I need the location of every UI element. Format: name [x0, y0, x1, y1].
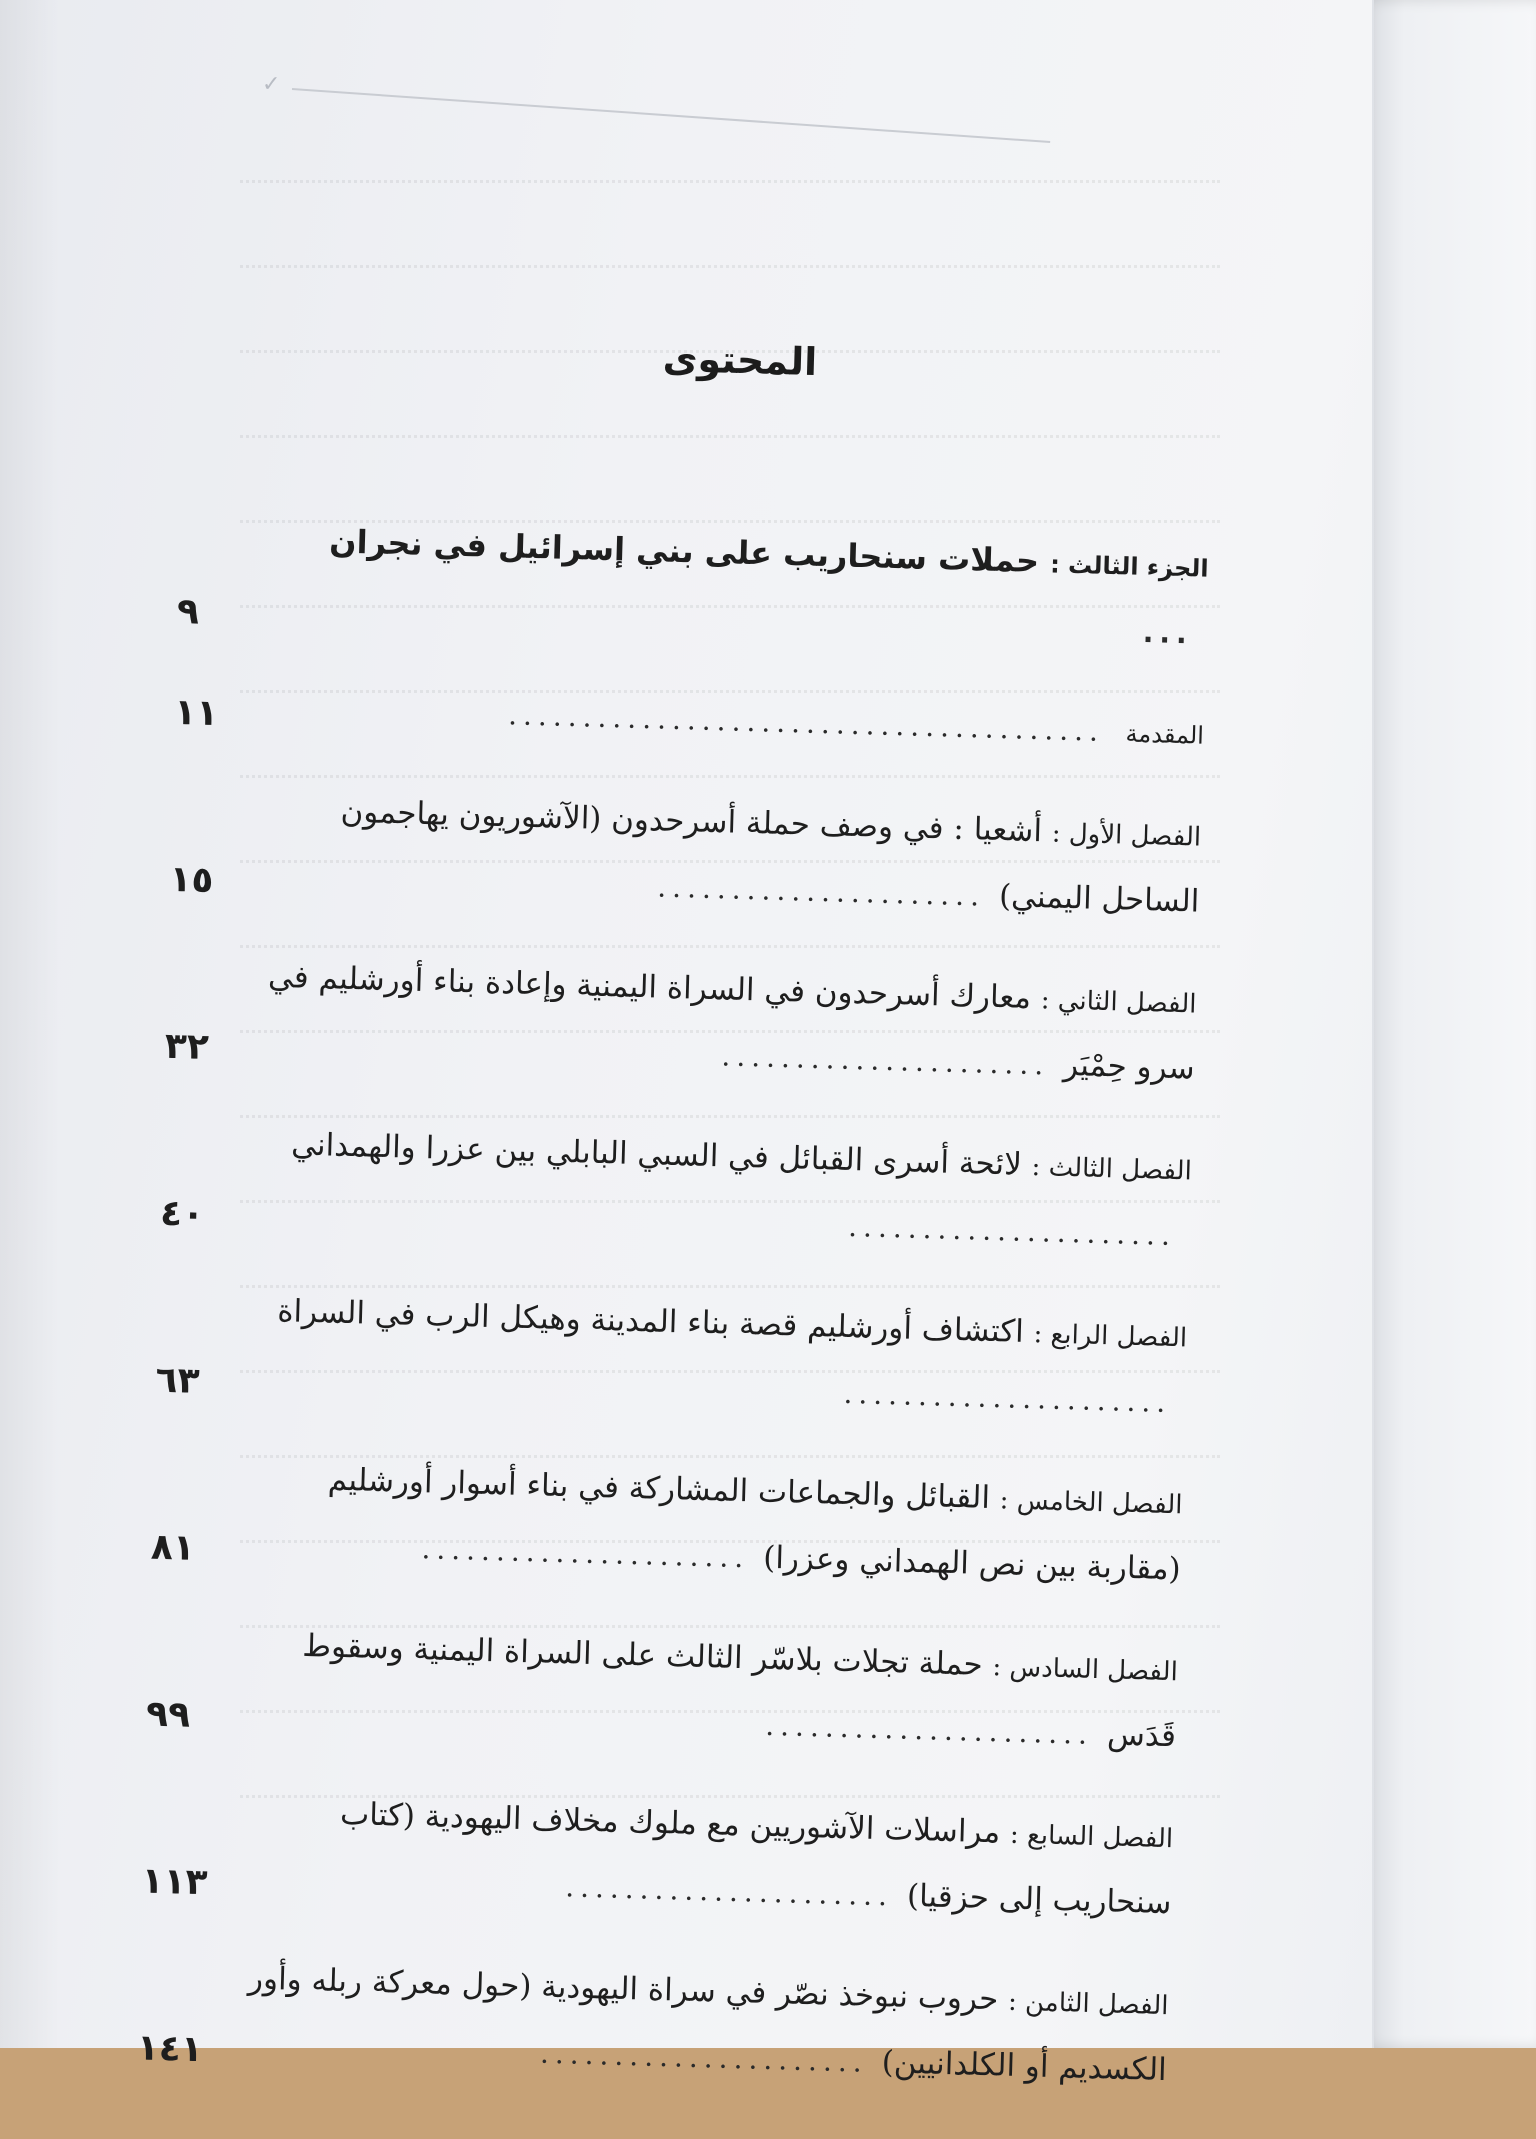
toc-entry-text: [263, 676, 1204, 767]
toc-page-number: ٩٩: [145, 1693, 191, 1736]
toc-entry-text: [245, 1278, 1188, 1435]
toc-page-number: ٤٠: [159, 1192, 205, 1235]
toc-entry: [136, 1943, 1169, 2103]
leader-dots: ......................: [656, 870, 986, 913]
toc-entry-title: مراسلات الآشوريين مع ملوك مخلاف اليهودية (كتاب سنحاريب إلى حزقيا): [339, 1795, 1172, 1922]
leader-dots: ......................: [421, 1532, 750, 1575]
toc-entry: [169, 775, 1202, 935]
toc-entry-text: [226, 1946, 1169, 2103]
toc-entry-title: حملات سنحاريب على بني إسرائيل في نجران: [328, 522, 1040, 581]
table-of-contents: [135, 505, 1209, 2139]
toc-entry-text: [259, 777, 1202, 934]
header-mark: ✓: [262, 72, 281, 97]
toc-entry: [141, 1777, 1174, 1937]
toc-entry-title: اكتشاف أورشليم قصة بناء المدينة وهيكل الرب في السراة: [276, 1293, 1025, 1350]
toc-entry: [173, 674, 1204, 768]
leader-dots: ......................: [721, 1039, 1050, 1082]
toc-entry-title: [1118, 719, 1119, 747]
toc-entry-text: [249, 1111, 1192, 1268]
leader-dots: ......................: [539, 2036, 869, 2079]
toc-entry-text: [254, 944, 1197, 1101]
toc-page-number: ١٥: [168, 858, 215, 902]
toc-entry-label: الفصل الأول :: [1051, 818, 1202, 853]
toc-entry-text: [240, 1445, 1183, 1602]
leader-dots: ...: [1142, 615, 1194, 651]
toc-entry-label: الفصل الخامس :: [999, 1485, 1183, 1521]
toc-entry: [145, 1610, 1178, 1770]
toc-entry-title: حملة تجلات بلاسّر الثالث على السراة اليمنية وسقوط قَدَس: [301, 1627, 1177, 1755]
toc-entry-label: الفصل الرابع :: [1033, 1319, 1188, 1354]
toc-entry-label: المقدمة: [1125, 719, 1205, 750]
toc-page-number: ١١٣: [140, 1860, 209, 1904]
toc-page-number: ٣٢: [164, 1025, 210, 1069]
page-gutter-shadow: [0, 0, 60, 2048]
toc-entry-label: الفصل السادس :: [992, 1652, 1179, 1688]
toc-page-number: ١١: [173, 691, 219, 735]
toc-entry-text: [266, 508, 1209, 667]
toc-entry-text: [231, 1779, 1174, 1936]
toc-entry: [150, 1443, 1183, 1603]
toc-entry-label: الفصل الثاني :: [1040, 985, 1197, 1020]
toc-entry: [176, 505, 1209, 667]
header-rule: [292, 88, 1050, 143]
toc-page-number: ٩: [176, 590, 200, 633]
toc-entry-title: معارك أسرحدون في السراة اليمنية وإعادة بناء أورشليم في سرو حِمْيَر: [267, 958, 1196, 1087]
toc-entry-title: حروب نبوخذ نصّر في سراة اليهودية (حول معركة ربله وأور الكسديم أو الكلدانيين): [247, 1960, 1168, 2089]
toc-entry-label: الفصل الثالث :: [1031, 1152, 1193, 1187]
facing-page-edge: [1360, 0, 1536, 2048]
toc-entry-label: الفصل السابع :: [1009, 1819, 1174, 1855]
toc-entry-title: أشعيا : في وصف حملة أسرحدون (الآشوريون يهاجمون الساحل اليمني): [340, 793, 1200, 920]
leader-dots: ........................................: [507, 698, 1105, 748]
toc-entry-title: لائحة أسرى القبائل في السبي البابلي بين عزرا والهمداني: [290, 1126, 1023, 1183]
toc-page-number: ٦٣: [154, 1359, 201, 1402]
leader-dots: ......................: [843, 1376, 1172, 1420]
page-title: المحتوى: [662, 335, 818, 385]
toc-page-number: ٨١: [150, 1526, 196, 1569]
leader-dots: ......................: [847, 1209, 1177, 1253]
toc-page-number: ١٤١: [136, 2027, 204, 2071]
toc-entry: [159, 1109, 1192, 1269]
toc-entry-label: الفصل الثامن :: [1007, 1986, 1169, 2022]
toc-entry: [164, 942, 1197, 1102]
leader-dots: ......................: [764, 1708, 1094, 1751]
toc-entry-label: الجزء الثالث :: [1049, 550, 1210, 583]
leader-dots: ......................: [564, 1870, 894, 1913]
toc-entry-text: [235, 1612, 1178, 1769]
toc-entry: [155, 1276, 1188, 1436]
toc-entry-title: القبائل والجماعات المشاركة في بناء أسوار أورشليم (مقاربة بين نص الهمداني وعزرا): [327, 1461, 1182, 1588]
